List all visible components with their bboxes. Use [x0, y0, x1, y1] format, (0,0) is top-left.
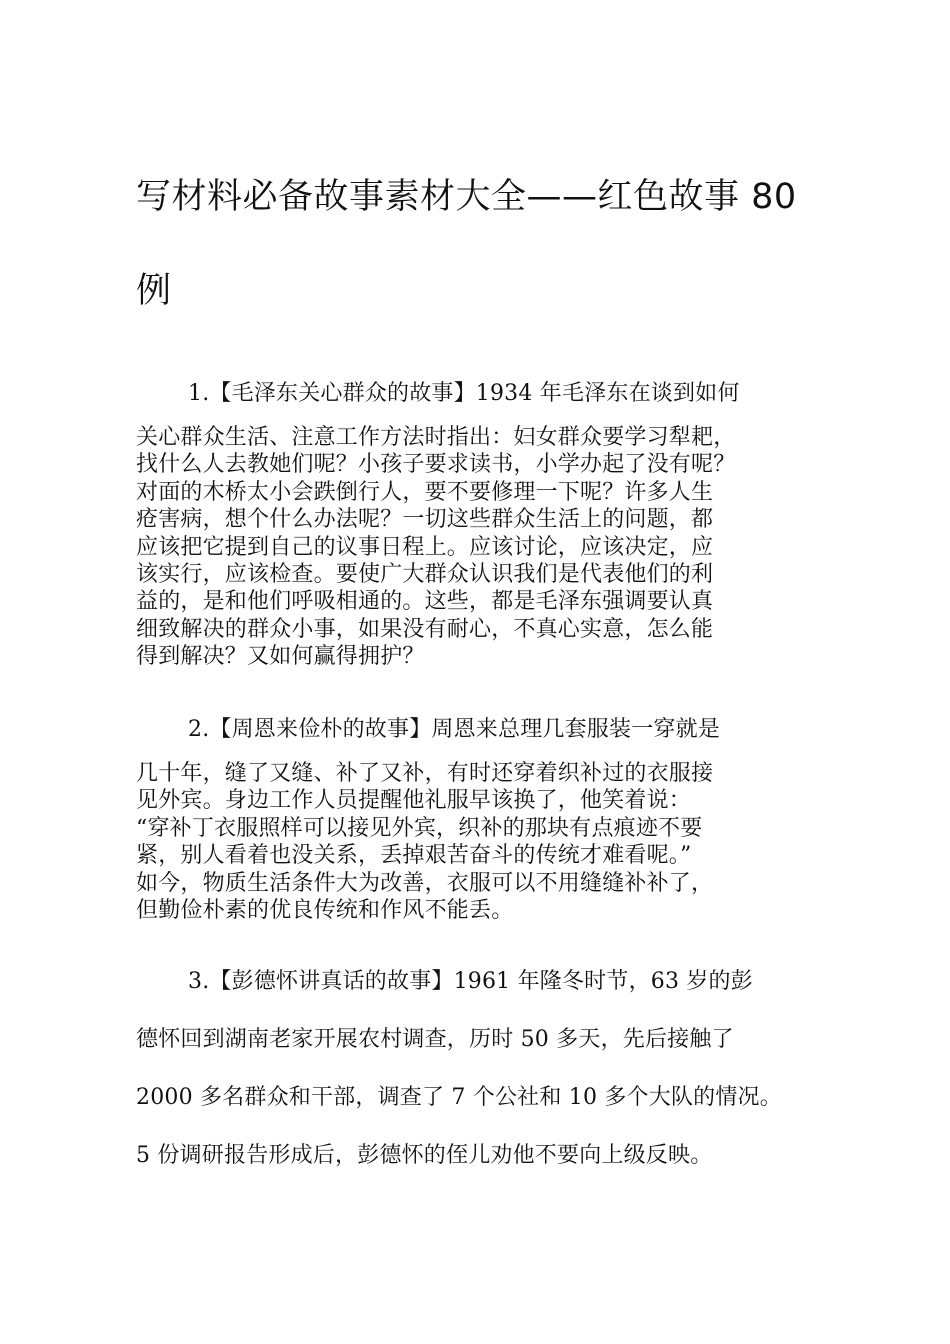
story-1-line: 细致解决的群众小事，如果没有耐心，不真心实意，怎么能	[136, 616, 714, 642]
story-3-line: 德怀回到湖南老家开展农村调查，历时 50 多天，先后接触了	[136, 1027, 734, 1052]
story-1-line: 关心群众生活、注意工作方法时指出：妇女群众要学习犁耙，	[136, 425, 736, 450]
story-1-line: 该实行，应该检查。要使广大群众认识我们是代表他们的利	[136, 562, 714, 588]
story-1-line: 益的，是和他们呼吸相通的。这些，都是毛泽东强调要认真	[136, 589, 714, 615]
story-3-first-line: 3.【彭德怀讲真话的故事】1961 年隆冬时节，63 岁的彭	[188, 969, 753, 994]
story-1-line: 疮害病，想个什么办法呢？一切这些群众生活上的问题，都	[136, 507, 714, 533]
story-2-body	[136, 760, 816, 924]
story-2-first-line: 2.【周恩来俭朴的故事】周恩来总理几套服装一穿就是	[188, 717, 720, 742]
story-1-first-line: 1.【毛泽东关心群众的故事】1934 年毛泽东在谈到如何	[188, 381, 740, 406]
story-1-body	[136, 424, 816, 671]
story-1-line: 对面的木桥太小会跌倒行人，要不要修理一下呢？许多人生	[136, 479, 714, 505]
story-3-line: 5 份调研报告形成后，彭德怀的侄儿劝他不要向上级反映。	[136, 1143, 713, 1168]
story-2-line: 但勤俭朴素的优良传统和作风不能丢。	[136, 898, 514, 924]
story-2-line: 如今，物质生活条件大为改善，衣服可以不用缝缝补补了，	[136, 870, 714, 896]
story-2-line: “穿补丁衣服照样可以接见外宾，织补的那块有点痕迹不要	[136, 815, 703, 841]
document-title: 写材料必备故事素材大全——红色故事 80 例	[136, 177, 797, 311]
story-2-line: 见外宾。身边工作人员提醒他礼服早该换了，他笑着说：	[136, 788, 692, 814]
story-1-line: 应该把它提到自己的议事日程上。应该讨论，应该决定，应	[136, 534, 714, 560]
story-1-line: 找什么人去教她们呢？小孩子要求读书，小学办起了没有呢？	[136, 452, 736, 478]
story-1-line: 得到解决？又如何赢得拥护？	[136, 644, 425, 670]
story-3-line: 2000 多名群众和干部，调查了 7 个公社和 10 多个大队的情况。	[136, 1085, 782, 1110]
story-2-line: 几十年，缝了又缝、补了又补，有时还穿着织补过的衣服接	[136, 761, 714, 786]
story-2-line: 紧，别人看着也没关系，丢掉艰苦奋斗的传统才难看呢。”	[136, 843, 692, 869]
